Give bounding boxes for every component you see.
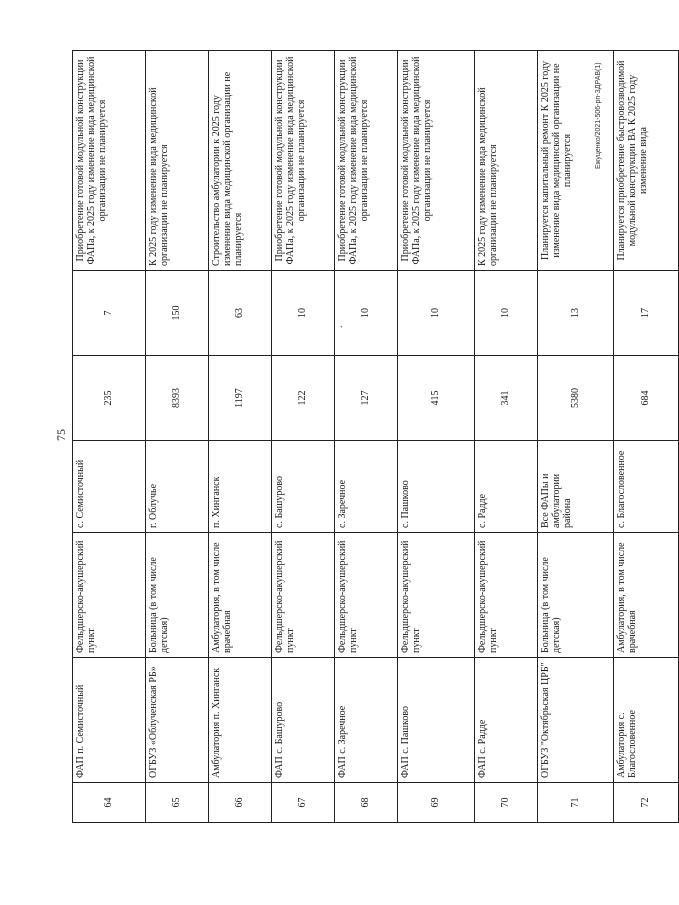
row-number: 68 [335, 783, 398, 823]
distance-value: 10 [335, 271, 398, 356]
facility-type: Фельдшерско-акушерский пункт [73, 533, 146, 658]
table-row [73, 51, 146, 823]
distance-value: 150 [146, 271, 209, 356]
facility-name: ФАП с. Башурово [272, 658, 335, 783]
facility-name: ОГБУЗ «Облученская РБ» [146, 658, 209, 783]
facility-name: ФАП с. Радде [475, 658, 538, 783]
plan-note: К 2025 году изменение вида медицинской организации не планируется [475, 51, 538, 271]
facility-locality: с. Заречное [335, 441, 398, 533]
distance-value: 13 [538, 271, 614, 356]
plan-note: К 2025 году изменение вида медицинской организации не планируется [146, 51, 209, 271]
facility-locality: Все ФАПы и амбулатории района [538, 441, 614, 533]
facility-type: Фельдшерско-акушерский пункт [475, 533, 538, 658]
table-row [614, 51, 679, 823]
stray-mark: . [334, 325, 345, 328]
plan-note: Строительство амбулатории к 2025 году изменение вида медицинской организации не планируется [209, 51, 272, 271]
population-value: 415 [398, 356, 475, 441]
row-number: 71 [538, 783, 614, 823]
facility-locality: с. Башурово [272, 441, 335, 533]
population-value: 122 [272, 356, 335, 441]
distance-value: 7 [73, 271, 146, 356]
table-row [398, 51, 475, 823]
facility-name: Амбулатория с. Благословенное [614, 658, 679, 783]
facility-type: Амбулатория, в том числе врачебная [209, 533, 272, 658]
facility-type: Больница (в том числе детская) [538, 533, 614, 658]
table-row [335, 51, 398, 823]
plan-note: Приобретение готовой модульной конструкции ФАПа, к 2025 году изменение вида медицинской организации не планируется [272, 51, 335, 271]
row-number: 69 [398, 783, 475, 823]
table-row [538, 51, 614, 823]
facility-name: ОГБУЗ "Октябрьская ЦРБ" [538, 658, 614, 783]
facility-locality: с. Радде [475, 441, 538, 533]
population-value: 5380 [538, 356, 614, 441]
row-number: 65 [146, 783, 209, 823]
row-number: 64 [73, 783, 146, 823]
population-value: 127 [335, 356, 398, 441]
population-value: 684 [614, 356, 679, 441]
plan-note: Приобретение готовой модульной конструкции ФАПа, к 2025 году изменение вида медицинской организации не планируется [398, 51, 475, 271]
facility-locality: п. Хинганск [209, 441, 272, 533]
facility-type: Фельдшерско-акушерский пункт [272, 533, 335, 658]
row-number: 72 [614, 783, 679, 823]
plan-note: Приобретение готовой модульной конструкции ФАПа, к 2025 году изменение вида медицинской организации не планируется [335, 51, 398, 271]
footer-document-id: Ежуценко/2021-506-рп-ЗДРАВ(1) [595, 62, 602, 169]
plan-note: Планируется приобретение быстровозводимой модульной конструкции ВА К 2025 году изменение вида [614, 51, 679, 271]
distance-value: 10 [398, 271, 475, 356]
plan-note: Планируется капитальный ремонт К 2025 году изменение вида медицинской организации не планируется [538, 51, 614, 271]
facility-name: ФАП п. Семисточный [73, 658, 146, 783]
facility-type: Фельдшерско-акушерский пункт [398, 533, 475, 658]
population-value: 235 [73, 356, 146, 441]
row-number: 67 [272, 783, 335, 823]
facility-locality: с. Пашково [398, 441, 475, 533]
population-value: 1197 [209, 356, 272, 441]
population-value: 341 [475, 356, 538, 441]
facility-locality: г. Облучье [146, 441, 209, 533]
page-number: 75 [54, 429, 68, 441]
row-number: 66 [209, 783, 272, 823]
table-row [272, 51, 335, 823]
distance-value: 10 [475, 271, 538, 356]
plan-note: Приобретение готовой модульной конструкции ФАПа, к 2025 году изменение вида медицинской организации не планируется [73, 51, 146, 271]
facility-locality: с. Благословенное [614, 441, 679, 533]
table-row [146, 51, 209, 823]
facility-type: Амбулатория, в том числе врачебная [614, 533, 679, 658]
row-number: 70 [475, 783, 538, 823]
distance-value: 17 [614, 271, 679, 356]
table-row [475, 51, 538, 823]
facility-type: Больница (в том числе детская) [146, 533, 209, 658]
facility-name: ФАП с. Заречное [335, 658, 398, 783]
facility-name: Амбулатория п. Хинганск [209, 658, 272, 783]
population-value: 8393 [146, 356, 209, 441]
table-row [209, 51, 272, 823]
distance-value: 10 [272, 271, 335, 356]
facilities-table [72, 50, 679, 823]
facility-type: Фельдшерско-акушерский пункт [335, 533, 398, 658]
facility-locality: с. Семисточный [73, 441, 146, 533]
facility-name: ФАП с. Пашково [398, 658, 475, 783]
distance-value: 63 [209, 271, 272, 356]
